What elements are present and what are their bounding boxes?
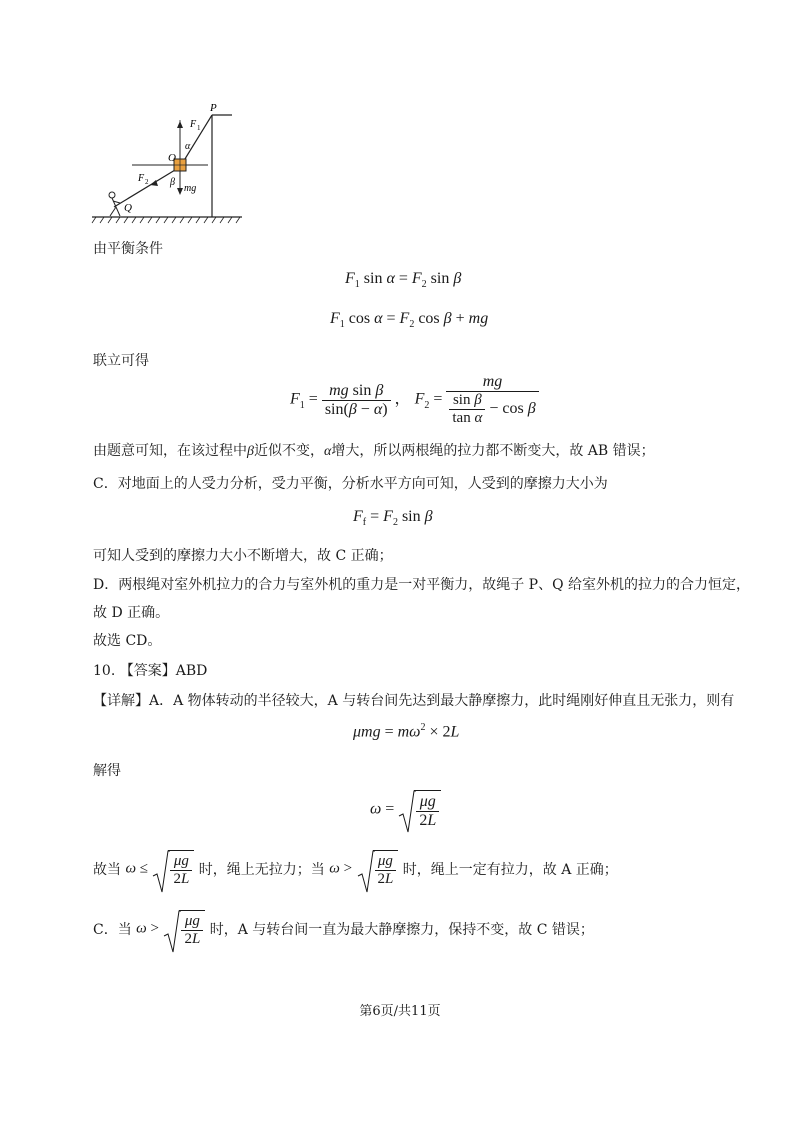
label-beta: β: [170, 177, 175, 188]
label-p: P: [210, 102, 217, 114]
diagram-svg: [90, 95, 250, 225]
sqrt-omega: $\frac{\mu g}{2L}$: [398, 790, 441, 830]
sqrt-1: $\frac{\mu g}{2L}$: [152, 850, 194, 888]
label-f1: F: [190, 119, 197, 130]
label-f2: F: [138, 173, 145, 184]
sqrt-2: $\frac{\mu g}{2L}$: [357, 850, 399, 888]
force-diagram: [90, 95, 250, 225]
equation-2: $F_1$ $\cos \alpha = F_2$ cos β + mg: [330, 310, 489, 331]
page-footer: 第6页/共11页: [359, 1004, 441, 1019]
d-line-2: 故 D 正确。: [93, 605, 170, 621]
c2-line: C．当 ω > $\frac{\mu g}{2L}$ 时，A 与转台间一直为最大静摩擦力，保持不变，故 C 错误；: [93, 910, 594, 948]
label-f1-sub: 1: [197, 124, 201, 132]
label-alpha: α: [185, 141, 191, 152]
frac-f1: $\frac{\text{mg sin β}}{\sin(\beta - \alpha)}$: [322, 382, 391, 419]
solve-text: 解得: [93, 763, 121, 779]
label-q: Q: [124, 202, 132, 214]
so-when-line: 故当 ω ≤ $\frac{\mu g}{2L}$ 时，绳上无拉力；当 ω > $\frac{\mu g}{2L}$ 时，绳上一定有拉力，故 A 正确；: [93, 850, 618, 888]
label-mg: mg: [184, 183, 197, 194]
d-line-1: D．两根绳对室外机拉力的合力与室外机的重力是一对平衡力，故绳子 P、Q 给室外机的拉力的合力恒定，: [93, 577, 751, 593]
analysis-line: 由题意可知，在该过程中β近似不变，α增大，所以两根绳的拉力都不断变大，故 AB 错误；: [93, 443, 655, 459]
q10-answer: 10. 【答案】ABD: [93, 663, 208, 679]
balance-text: 由平衡条件: [93, 241, 163, 257]
frac-f2: mg $\frac{\text{sin β}}{\text{tan α}}$ − cos β: [446, 373, 538, 427]
choose-text: 故选 CD。: [93, 633, 162, 649]
equation-3: $F_1$ = $\frac{\text{mg sin β}}{\sin(\beta - \alpha)}$ ， $F_2$ = mg $\frac{\text{sin β}}{\text{tan α}}$ − cos β: [290, 373, 539, 427]
detail-a: 【详解】A．A 物体转动的半径较大，A 与转台间先达到最大静摩擦力，此时绳刚好伸直且无张力，则有: [93, 693, 735, 709]
equation-friction: $F_f = F_2$ sin β: [353, 508, 433, 529]
sqrt-3: $\frac{\mu g}{2L}$: [163, 910, 205, 948]
equation-omega: ω = $\frac{\mu g}{2L}$: [370, 790, 441, 830]
label-o: O: [168, 152, 176, 164]
equation-mu: $\mu mg = m\omega^2 \times 2L$: [353, 722, 460, 741]
equation-1: $F_1$ $\sin \alpha = F_2$ sin β: [345, 270, 462, 291]
c-result: 可知人受到的摩擦力大小不断增大，故 C 正确；: [93, 548, 393, 564]
combine-text: 联立可得: [93, 353, 149, 369]
c-line: C．对地面上的人受力分析，受力平衡，分析水平方向可知，人受到的摩擦力大小为: [93, 476, 608, 492]
label-f2-sub: 2: [145, 178, 149, 186]
